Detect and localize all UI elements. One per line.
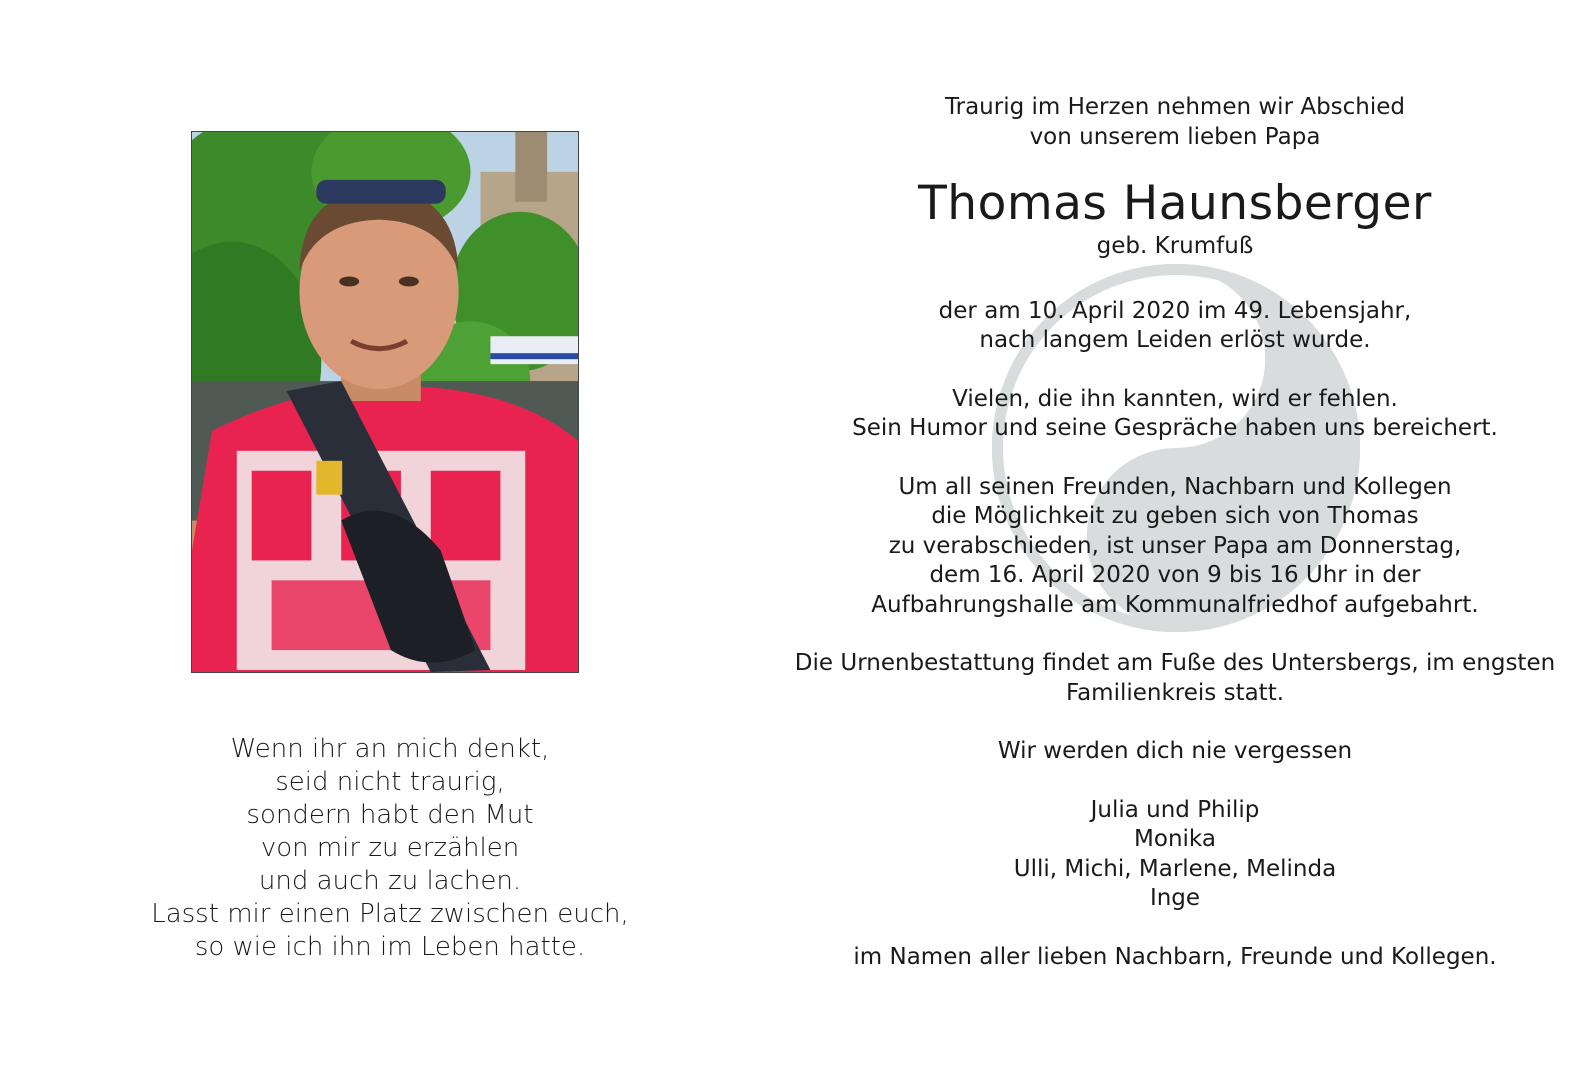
paragraph-line: dem 16. April 2020 von 9 bis 16 Uhr in der xyxy=(929,562,1421,588)
paragraph-line: Um all seinen Freunden, Nachbarn und Kollegen xyxy=(898,473,1452,500)
paragraph-line: zu verabschieden, ist unser Papa am Donnerstag, xyxy=(888,532,1462,559)
paragraph-line: Aufbahrungshalle am Kommunalfriedhof aufgebahrt. xyxy=(871,591,1479,618)
closing-line: im Namen aller lieben Nachbarn, Freunde und Kollegen. xyxy=(853,943,1497,970)
paragraph-line: die Möglichkeit zu geben sich von Thomas xyxy=(931,503,1419,529)
poem-line: sondern habt den Mut xyxy=(246,800,534,830)
paragraph-line: Sein Humor und seine Gespräche haben uns bereichert. xyxy=(852,415,1498,441)
family-member: Monika xyxy=(1134,826,1216,852)
intro-line: von unserem lieben Papa xyxy=(1029,123,1321,150)
paragraph-line: nach langem Leiden erlöst wurde. xyxy=(979,327,1371,353)
paragraph-line: Die Urnenbestattung findet am Fuße des Untersbergs, im engsten xyxy=(794,650,1556,676)
poem xyxy=(150,733,630,964)
poem-line: und auch zu lachen. xyxy=(258,866,522,896)
deceased-name: Thomas Haunsberger xyxy=(918,176,1432,231)
poem-line: so wie ich ihn im Leben hatte. xyxy=(194,932,586,962)
obituary-text xyxy=(790,93,1560,972)
family-member: Inge xyxy=(1149,885,1201,911)
poem-line: Lasst mir einen Platz zwischen euch, xyxy=(151,899,629,929)
poem-line: Wenn ihr an mich denkt, xyxy=(230,734,550,764)
intro-line: Traurig im Herzen nehmen wir Abschied xyxy=(944,94,1406,120)
paragraph-line: Wir werden dich nie vergessen xyxy=(997,738,1353,764)
poem-line: seid nicht traurig, xyxy=(275,767,505,797)
birth-name: geb. Krumfuß xyxy=(1096,233,1254,259)
paragraph-line: Vielen, die ihn kannten, wird er fehlen. xyxy=(952,385,1398,412)
paragraph-line: der am 10. April 2020 im 49. Lebensjahr, xyxy=(938,297,1412,324)
poem-line: von mir zu erzählen xyxy=(260,833,520,863)
portrait-photo xyxy=(191,131,579,673)
family-member: Ulli, Michi, Marlene, Melinda xyxy=(1013,855,1337,882)
family-member: Julia und Philip xyxy=(1090,796,1260,823)
paragraph-line: Familienkreis statt. xyxy=(1065,679,1285,706)
